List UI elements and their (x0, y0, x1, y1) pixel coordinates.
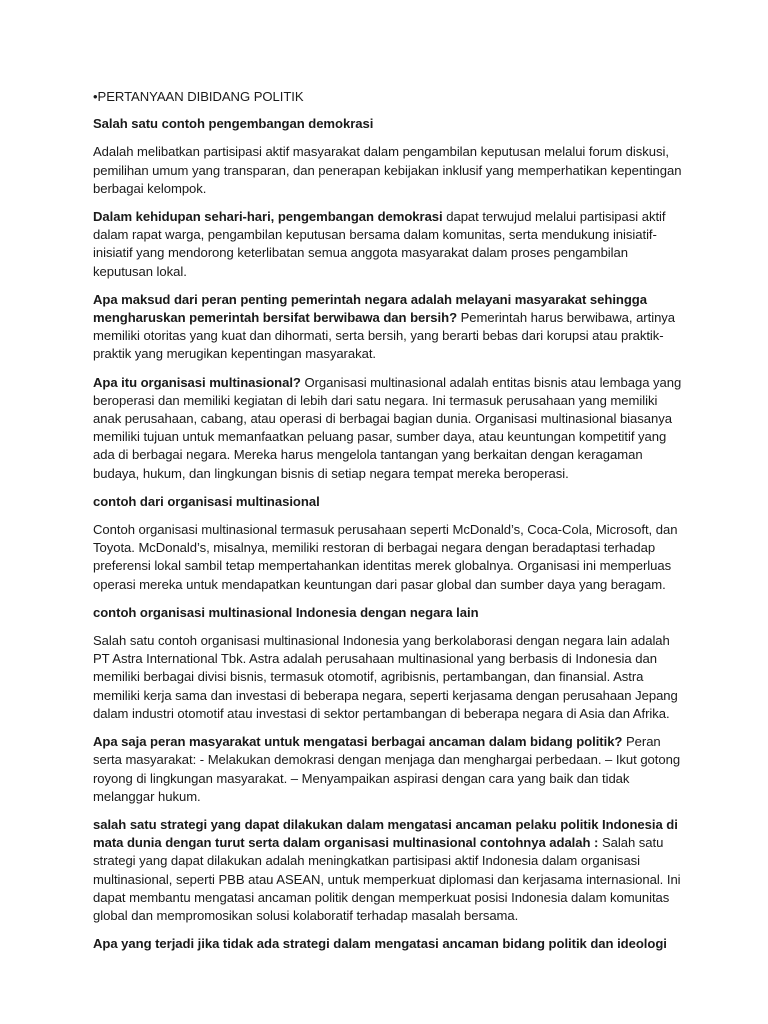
paragraph-5 (93, 374, 685, 483)
paragraph-8 (93, 604, 685, 622)
paragraph-2-body: Adalah melibatkan partisipasi aktif masyarakat dalam pengambilan keputusan melalui forum diskusi, pemilihan umum yang transparan, dan penerapan kebijakan inklusif yang memperhatikan kepentingan berbagai kelompok. (93, 144, 682, 196)
paragraph-1-heading: Salah satu contoh pengembangan demokrasi (93, 116, 374, 132)
document-page (93, 88, 685, 963)
paragraph-2 (93, 143, 685, 198)
paragraph-11 (93, 816, 685, 925)
paragraph-6 (93, 493, 685, 511)
paragraph-8-heading: contoh organisasi multinasional Indonesia dengan negara lain (93, 604, 479, 620)
paragraph-9-body: Salah satu contoh organisasi multinasional Indonesia yang berkolaborasi dengan negara lain adalah PT Astra International Tbk. Astra adalah perusahaan multinasional yang berbasis di Indonesia dan memiliki berbagai divisi bisnis, termasuk otomotif, agribisnis, pertambangan, dan finansial. Astra memiliki kerja sama dan investasi di beberapa negara, seperti kerjasama dengan perusahaan Jepang dalam industri otomotif atau investasi di sektor pertambangan di beberapa negara di Asia dan Afrika. (93, 633, 678, 721)
paragraph-11-heading: salah satu strategi yang dapat dilakukan dalam mengatasi ancaman pelaku politik Indonesia di mata dunia dengan turut serta dalam organisasi multinasional contohnya adalah : (93, 816, 678, 851)
paragraph-12 (93, 935, 685, 953)
paragraph-4-body: Pemerintah harus berwibawa, artinya memiliki otoritas yang kuat dan dihormati, serta bersih, yang berarti bebas dari korupsi atau praktik-praktik yang merugikan kepentingan masyarakat. (93, 310, 676, 362)
paragraph-10 (93, 733, 685, 806)
paragraph-7-body: Contoh organisasi multinasional termasuk perusahaan seperti McDonald’s, Coca-Cola, Microsoft, dan Toyota. McDonald’s, misalnya, memiliki restoran di berbagai negara dengan beradaptasi terhadap preferensi lokal sambil tetap mempertahankan identitas merek globalnya. Organisasi ini memperluas operasi mereka untuk mendapatkan keuntungan dari pasar global dan sumber daya yang beragam. (93, 522, 678, 592)
paragraph-12-heading: Apa yang terjadi jika tidak ada strategi dalam mengatasi ancaman bidang politik dan ideologi (93, 936, 667, 952)
paragraph-9 (93, 632, 685, 723)
paragraph-4 (93, 291, 685, 364)
paragraph-3-heading: Dalam kehidupan sehari-hari, pengembangan demokrasi (93, 209, 443, 225)
paragraph-10-body: Peran serta masyarakat: - Melakukan demokrasi dengan menjaga dan menghargai perbedaan. – Ikut gotong royong di lingkungan masyarakat. – Menyampaikan aspirasi dengan cara yang baik dan tidak melanggar hukum. (93, 734, 681, 804)
paragraph-11-body: Salah satu strategi yang dapat dilakukan adalah meningkatkan partisipasi aktif Indonesia dalam organisasi multinasional, seperti PBB atau ASEAN, untuk memperkuat diplomasi dan kerjasama internasional. Ini dapat membantu mengatasi ancaman politik dengan memperkuat posisi Indonesia dalam komunitas global dan mempromosikan solusi kolaboratif terhadap masalah bersama. (93, 835, 681, 923)
paragraph-6-heading: contoh dari organisasi multinasional (93, 493, 320, 509)
section-title: •PERTANYAAN DIBIDANG POLITIK (93, 89, 304, 104)
paragraph-10-heading: Apa saja peran masyarakat untuk mengatasi berbagai ancaman dalam bidang politik? (93, 734, 623, 750)
paragraph-4-heading: Apa maksud dari peran penting pemerintah negara adalah melayani masyarakat sehingga mengharuskan pemerintah bersifat berwibawa dan bersih? (93, 291, 647, 326)
paragraph-5-body: Organisasi multinasional adalah entitas bisnis atau lembaga yang beroperasi dan memiliki kegiatan di lebih dari satu negara. Ini termasuk perusahaan yang memiliki anak perusahaan, cabang, atau operasi di berbagai bagian dunia. Organisasi multinasional biasanya memiliki tujuan untuk memanfaatkan peluang pasar, sumber daya, atau keuntungan kompetitif yang ada di berbagai negara. Mereka harus mengelola tantangan yang berkaitan dengan keragaman budaya, hukum, dan lingkungan bisnis di setiap negara tempat mereka beroperasi. (93, 374, 682, 481)
paragraph-3 (93, 208, 685, 281)
paragraph-7 (93, 521, 685, 594)
paragraph-3-body: dapat terwujud melalui partisipasi aktif dalam rapat warga, pengambilan keputusan bersama dalam komunitas, serta mendukung inisiatif-inisiatif yang mendorong keterlibatan semua anggota masyarakat dalam proses pengambilan keputusan lokal. (93, 209, 666, 279)
paragraph-5-heading: Apa itu organisasi multinasional? (93, 374, 301, 390)
paragraph-1 (93, 115, 685, 133)
